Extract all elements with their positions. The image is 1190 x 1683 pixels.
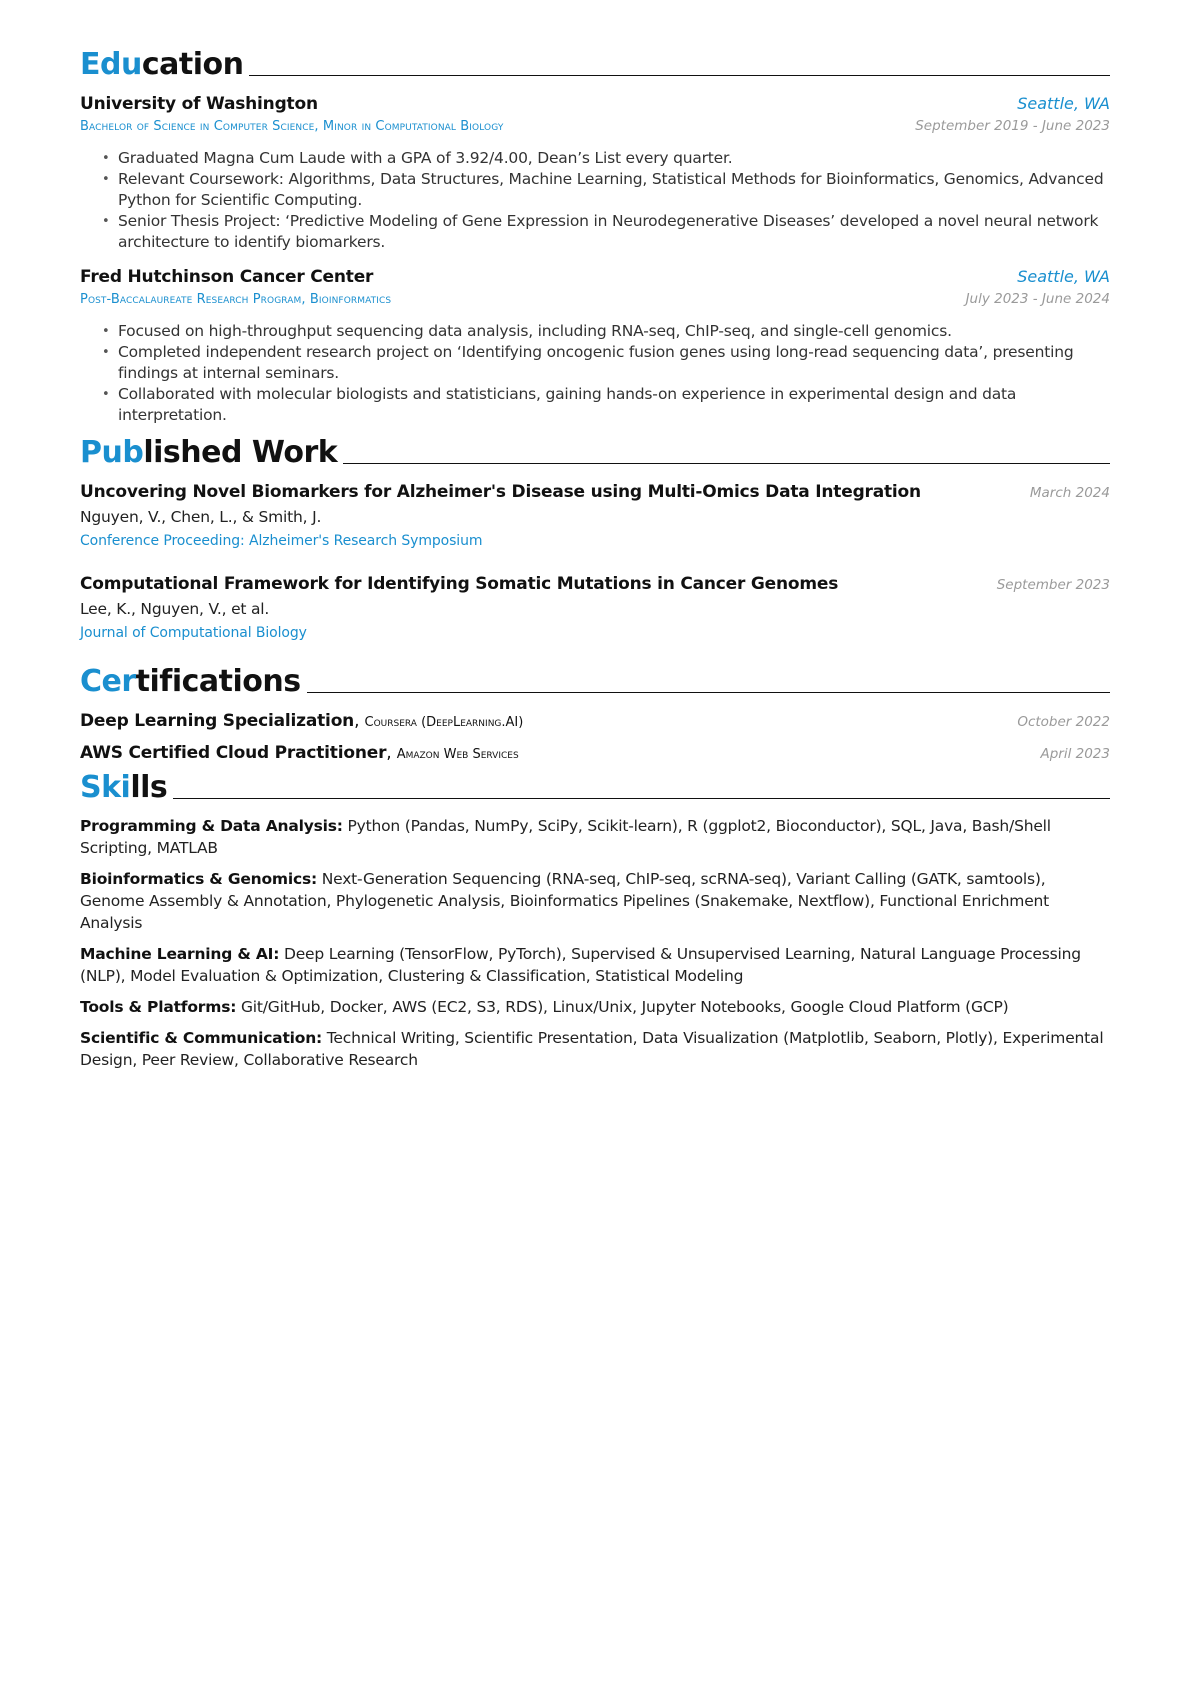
location: Seattle, WA bbox=[1017, 267, 1110, 286]
certification-name: Deep Learning Specialization bbox=[80, 711, 355, 731]
certification-issuer: Coursera (DeepLearning.AI) bbox=[364, 715, 524, 730]
skill-item bbox=[80, 815, 1110, 859]
certifications-header bbox=[80, 664, 1110, 699]
publication-entry bbox=[80, 574, 1110, 641]
skills-header bbox=[80, 770, 1110, 805]
publication-date: September 2023 bbox=[996, 577, 1110, 593]
degree: Bachelor of Science in Computer Science, Minor in Computational Biology bbox=[80, 119, 504, 134]
skill-list: Technical Writing, Scientific Presentation, Data Visualization (Matplotlib, Seaborn, Plotly), Experimental Design, Peer Review, Collaborative Research bbox=[80, 1029, 1104, 1069]
education-entry bbox=[80, 267, 1110, 426]
skill-list: Next-Generation Sequencing (RNA-seq, ChIP-seq, scRNA-seq), Variant Calling (GATK, samtools), Genome Assembly & Annotation, Phylogenetic Analysis, Bioinformatics Pipelines (Snakemake, Nextflow), Functional Enrichment Analysis bbox=[80, 870, 1050, 932]
certification-date: April 2023 bbox=[1040, 746, 1110, 762]
bullet-item: • Relevant Coursework: Algorithms, Data Structures, Machine Learning, Statistical Methods for Bioinformatics, Genomics, Advanced Python for Scientific Computing. bbox=[118, 169, 1110, 211]
published-header bbox=[80, 435, 1110, 470]
skill-item bbox=[80, 996, 1110, 1018]
bullet-item: • Focused on high-throughput sequencing data analysis, including RNA-seq, ChIP-seq, and single-cell genomics. bbox=[118, 321, 1110, 342]
bullet-item: • Graduated Magna Cum Laude with a GPA of 3.92/4.00, Dean’s List every quarter. bbox=[118, 148, 1110, 169]
certification-issuer: Amazon Web Services bbox=[396, 747, 519, 762]
publication-venue: Journal of Computational Biology bbox=[80, 625, 307, 641]
certifications-title: Certifications bbox=[80, 664, 301, 699]
skill-list: Deep Learning (TensorFlow, PyTorch), Supervised & Unsupervised Learning, Natural Language Processing (NLP), Model Evaluation & Optimization, Clustering & Classification, Statistical Modeling bbox=[80, 945, 1081, 985]
institution-name: University of Washington bbox=[80, 94, 318, 114]
section-rule bbox=[173, 798, 1110, 799]
skill-category: Bioinformatics & Genomics: bbox=[80, 870, 318, 888]
skill-category: Machine Learning & AI: bbox=[80, 945, 280, 963]
date-range: September 2019 - June 2023 bbox=[915, 118, 1110, 134]
skill-item bbox=[80, 868, 1110, 934]
degree: Post-Baccalaureate Research Program, Bioinformatics bbox=[80, 292, 392, 307]
skill-list: Git/GitHub, Docker, AWS (EC2, S3, RDS), Linux/Unix, Jupyter Notebooks, Google Cloud Platform (GCP) bbox=[240, 998, 1009, 1016]
section-rule bbox=[249, 75, 1110, 76]
bullet-list bbox=[80, 148, 1110, 253]
skills-title: Skills bbox=[80, 770, 168, 805]
publication-authors: Nguyen, V., Chen, L., & Smith, J. bbox=[80, 508, 322, 526]
bullet-item: • Collaborated with molecular biologists and statisticians, gaining hands-on experience in experimental design and data interpretation. bbox=[118, 384, 1110, 426]
education-header bbox=[80, 0, 1110, 80]
publication-title: Uncovering Novel Biomarkers for Alzheimer's Disease using Multi-Omics Data Integration bbox=[80, 482, 921, 502]
date-range: July 2023 - June 2024 bbox=[965, 291, 1110, 307]
skill-category: Scientific & Communication: bbox=[80, 1029, 323, 1047]
certification-date: October 2022 bbox=[1017, 714, 1110, 730]
bullet-list bbox=[80, 321, 1110, 426]
section-rule bbox=[343, 463, 1110, 464]
skill-item bbox=[80, 943, 1110, 987]
skill-category: Programming & Data Analysis: bbox=[80, 817, 343, 835]
publication-title: Computational Framework for Identifying Somatic Mutations in Cancer Genomes bbox=[80, 574, 839, 594]
certification-item: AWS Certified Cloud Practitioner, Amazon Web Services April 2023 bbox=[80, 743, 1110, 763]
bullet-item: • Senior Thesis Project: ‘Predictive Modeling of Gene Expression in Neurodegenerative Diseases’ developed a novel neural network architecture to identify biomarkers. bbox=[118, 211, 1110, 253]
certification-name: AWS Certified Cloud Practitioner bbox=[80, 743, 387, 763]
skill-item bbox=[80, 1027, 1110, 1071]
skill-category: Tools & Platforms: bbox=[80, 998, 237, 1016]
publication-authors: Lee, K., Nguyen, V., et al. bbox=[80, 600, 270, 618]
published-title: Published Work bbox=[80, 435, 338, 470]
education-entry bbox=[80, 94, 1110, 253]
certification-item: Deep Learning Specialization, Coursera (DeepLearning.AI) October 2022 bbox=[80, 711, 1110, 731]
section-rule bbox=[307, 692, 1110, 693]
publication-venue: Conference Proceeding: Alzheimer's Research Symposium bbox=[80, 533, 483, 549]
bullet-item: • Completed independent research project on ‘Identifying oncogenic fusion genes using long-read sequencing data’, presenting findings at internal seminars. bbox=[118, 342, 1110, 384]
education-title: Education bbox=[80, 47, 244, 82]
location: Seattle, WA bbox=[1017, 94, 1110, 113]
institution-name: Fred Hutchinson Cancer Center bbox=[80, 267, 374, 287]
skill-list: Python (Pandas, NumPy, SciPy, Scikit-learn), R (ggplot2, Bioconductor), SQL, Java, Bash/Shell Scripting, MATLAB bbox=[80, 817, 1051, 857]
publication-date: March 2024 bbox=[1029, 485, 1110, 501]
publication-entry bbox=[80, 482, 1110, 549]
